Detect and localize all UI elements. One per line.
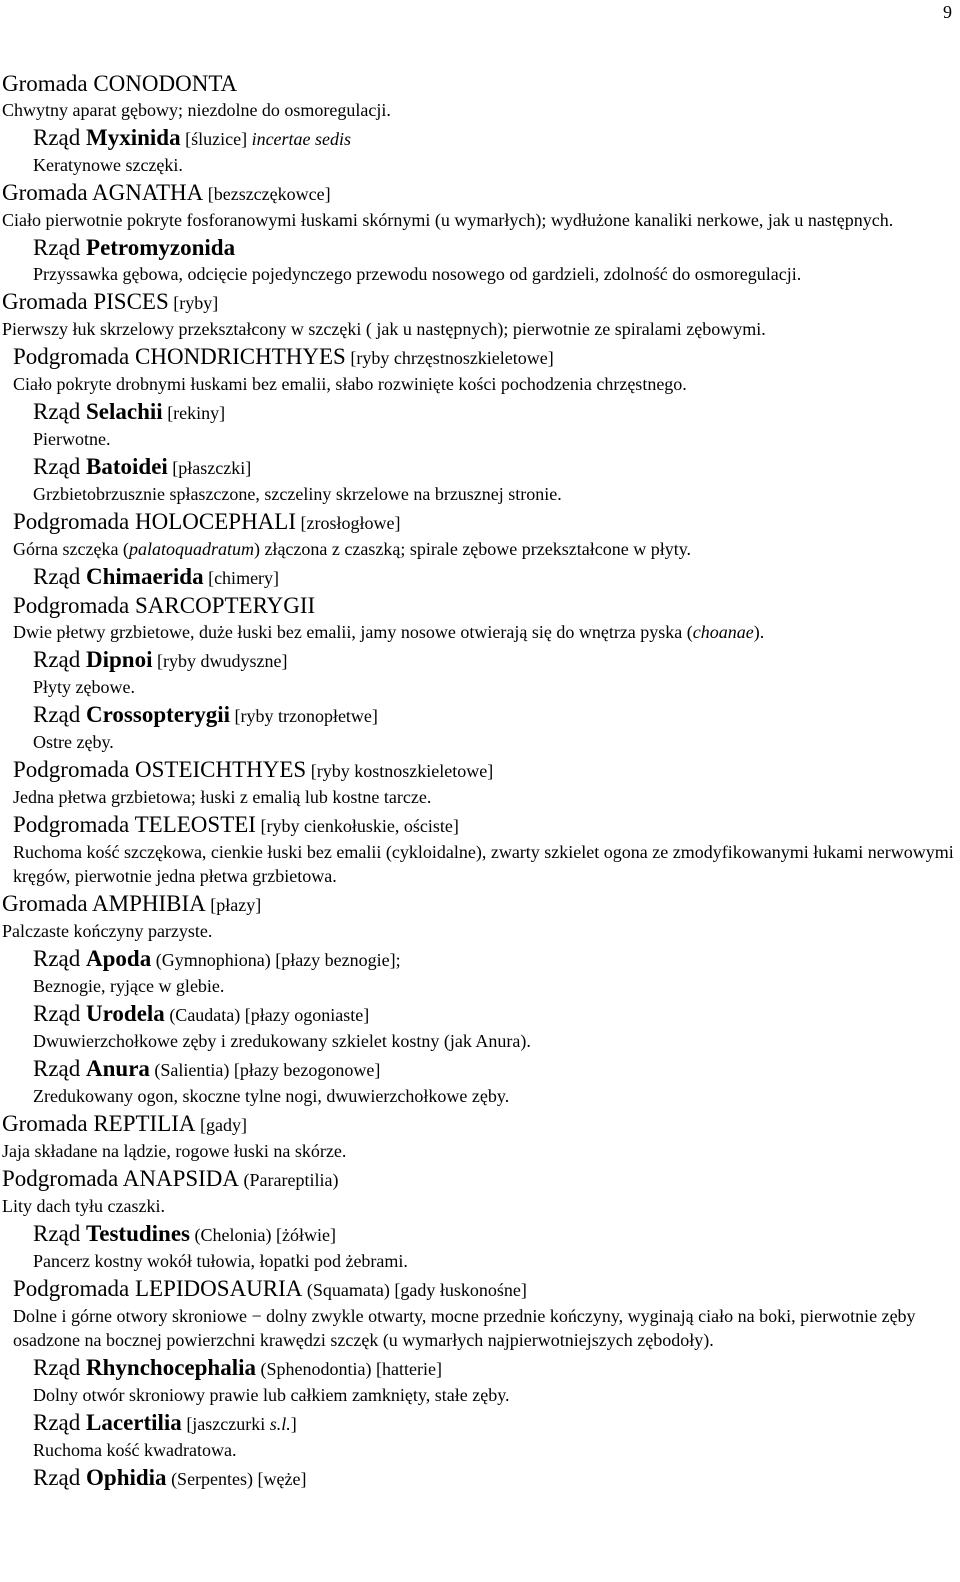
podgromada-lepidosauria-heading: Podgromada LEPIDOSAURIA (Squamata) [gady łuskonośne] xyxy=(13,1276,527,1301)
page-number: 9 xyxy=(943,2,952,22)
gromada-amphibia-heading: Gromada AMPHIBIA [płazy] xyxy=(2,891,262,916)
podgromada-teleostei-heading: Podgromada TELEOSTEI [ryby cienkołuskie, ościste] xyxy=(13,812,459,837)
gromada-conodonta-desc: Chwytny aparat gębowy; niezdolne do osmoregulacji. xyxy=(2,100,391,120)
rzad-myxinida-desc: Keratynowe szczęki. xyxy=(33,155,183,175)
gromada-agnatha-heading: Gromada AGNATHA [bezszczękowce] xyxy=(2,180,331,205)
gromada-pisces-desc: Pierwszy łuk skrzelowy przekształcony w szczęki ( jak u następnych); pierwotnie ze spiralami zębowymi. xyxy=(2,319,766,339)
rzad-apoda-heading: Rząd Apoda (Gymnophiona) [płazy beznogie]; xyxy=(33,946,401,971)
rzad-ophidia-heading: Rząd Ophidia (Serpentes) [węże] xyxy=(33,1465,307,1490)
rzad-lacertilia-desc: Ruchoma kość kwadratowa. xyxy=(33,1440,237,1460)
rzad-dipnoi-heading: Rząd Dipnoi [ryby dwudyszne] xyxy=(33,647,288,672)
rzad-crossopterygii-desc: Ostre zęby. xyxy=(33,732,114,752)
podgromada-chondrichthyes-heading: Podgromada CHONDRICHTHYES [ryby chrzęstnoszkieletowe] xyxy=(13,344,554,369)
rzad-selachii-desc: Pierwotne. xyxy=(33,429,111,449)
taxonomy-document xyxy=(0,70,956,1493)
podgromada-chondrichthyes-desc: Ciało pokryte drobnymi łuskami bez emalii, słabo rozwinięte kości pochodzenia chrzęstnego. xyxy=(13,374,687,394)
rzad-apoda-desc: Beznogie, ryjące w glebie. xyxy=(33,976,225,996)
rzad-crossopterygii-heading: Rząd Crossopterygii [ryby trzonopłetwe] xyxy=(33,702,378,727)
podgromada-holocephali-heading: Podgromada HOLOCEPHALI [zrosłogłowe] xyxy=(13,509,401,534)
gromada-reptilia-desc: Jaja składane na lądzie, rogowe łuski na skórze. xyxy=(2,1141,347,1161)
rzad-chimaerida-heading: Rząd Chimaerida [chimery] xyxy=(33,564,280,589)
podgromada-sarcopterygii-heading: Podgromada SARCOPTERYGII xyxy=(13,593,316,618)
gromada-conodonta-heading: Gromada CONODONTA xyxy=(2,71,238,96)
rzad-anura-heading: Rząd Anura (Salientia) [płazy bezogonowe] xyxy=(33,1056,381,1081)
rzad-lacertilia-heading: Rząd Lacertilia [jaszczurki s.l.] xyxy=(33,1410,297,1435)
rzad-dipnoi-desc: Płyty zębowe. xyxy=(33,677,135,697)
podgromada-lepidosauria-desc: Dolne i górne otwory skroniowe − dolny zwykle otwarty, mocne przednie kończyny, wyginają ciało na boki, pierwotnie zęby osadzone na bocznej powierzchni krawędzi szczęk (u wymarłych najpierwotniejszych zębodoły). xyxy=(13,1306,916,1350)
podgromada-anapsida-heading: Podgromada ANAPSIDA (Parareptilia) xyxy=(2,1166,339,1191)
rzad-urodela-desc: Dwuwierzchołkowe zęby i zredukowany szkielet kostny (jak Anura). xyxy=(33,1031,531,1051)
rzad-rhynchocephalia-heading: Rząd Rhynchocephalia (Sphenodontia) [hatterie] xyxy=(33,1355,442,1380)
podgromada-anapsida-desc: Lity dach tyłu czaszki. xyxy=(2,1196,165,1216)
rzad-batoidei-heading: Rząd Batoidei [płaszczki] xyxy=(33,454,252,479)
podgromada-osteichthyes-desc: Jedna płetwa grzbietowa; łuski z emalią lub kostne tarcze. xyxy=(13,787,432,807)
podgromada-sarcopterygii-desc: Dwie płetwy grzbietowe, duże łuski bez emalii, jamy nosowe otwierają się do wnętrza pyska (choanae). xyxy=(13,622,765,642)
rzad-urodela-heading: Rząd Urodela (Caudata) [płazy ogoniaste] xyxy=(33,1001,370,1026)
rzad-petromyzonida-heading: Rząd Petromyzonida xyxy=(33,235,236,260)
rzad-rhynchocephalia-desc: Dolny otwór skroniowy prawie lub całkiem zamknięty, stałe zęby. xyxy=(33,1385,510,1405)
rzad-myxinida-heading: Rząd Myxinida [śluzice] incertae sedis xyxy=(33,125,352,150)
rzad-anura-desc: Zredukowany ogon, skoczne tylne nogi, dwuwierzchołkowe zęby. xyxy=(33,1086,510,1106)
gromada-agnatha-desc: Ciało pierwotnie pokryte fosforanowymi łuskami skórnymi (u wymarłych); wydłużone kanaliki nerkowe, jak u następnych. xyxy=(2,210,894,230)
rzad-testudines-heading: Rząd Testudines (Chelonia) [żółwie] xyxy=(33,1221,336,1246)
rzad-petromyzonida-desc: Przyssawka gębowa, odcięcie pojedynczego przewodu nosowego od gardzieli, zdolność do osmoregulacji. xyxy=(33,264,802,284)
rzad-batoidei-desc: Grzbietobrzusznie spłaszczone, szczeliny skrzelowe na brzusznej stronie. xyxy=(33,484,562,504)
rzad-testudines-desc: Pancerz kostny wokół tułowia, łopatki pod żebrami. xyxy=(33,1251,408,1271)
podgromada-holocephali-desc: Górna szczęka (palatoquadratum) złączona z czaszką; spirale zębowe przekształcone w płyty. xyxy=(13,539,692,559)
podgromada-osteichthyes-heading: Podgromada OSTEICHTHYES [ryby kostnoszkieletowe] xyxy=(13,757,494,782)
gromada-reptilia-heading: Gromada REPTILIA [gady] xyxy=(2,1111,248,1136)
gromada-pisces-heading: Gromada PISCES [ryby] xyxy=(2,289,219,314)
rzad-selachii-heading: Rząd Selachii [rekiny] xyxy=(33,399,226,424)
podgromada-teleostei-desc: Ruchoma kość szczękowa, cienkie łuski bez emalii (cykloidalne), zwarty szkielet ogona ze zmodyfikowanymi łukami nerwowymi kręgów, pierwotnie jedna płetwa grzbietowa. xyxy=(13,842,954,886)
gromada-amphibia-desc: Palczaste kończyny parzyste. xyxy=(2,921,213,941)
